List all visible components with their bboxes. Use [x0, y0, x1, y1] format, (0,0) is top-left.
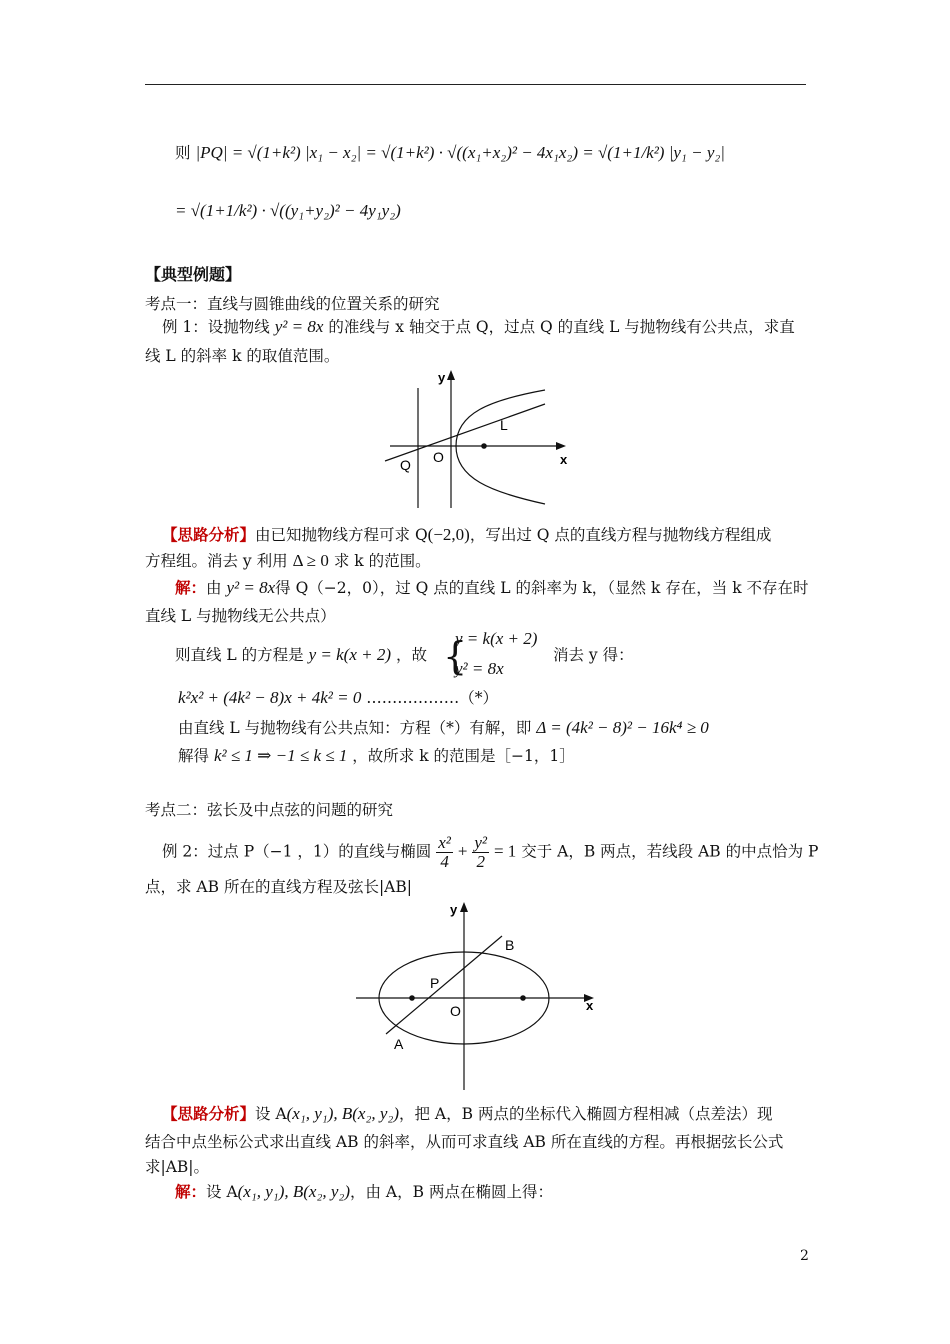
analysis2-line1 [162, 1103, 772, 1125]
analysis-label: 【思路分析】 [162, 525, 256, 544]
points-ab: (x₁, y₁), B(x₂, y₂) [237, 1182, 350, 1201]
topic1-title: 考点一：直线与圆锥曲线的位置关系的研究 [145, 295, 440, 313]
label-P: P [430, 975, 440, 991]
text: 例 2：过点 P（−1 ，1）的直线与椭圆 [162, 842, 432, 861]
analysis2-line2: 结合中点坐标公式求出直线 AB 的斜率，从而可求直线 AB 所在直线的方程。再根据弦长公式 [145, 1133, 784, 1151]
topic2-title: 考点二：弦长及中点弦的问题的研究 [145, 801, 394, 819]
text: 设 A [206, 1183, 238, 1201]
solution-label: 解： [175, 578, 207, 597]
y-axis-arrow-icon [460, 902, 468, 912]
text: 的准线与 x 轴交于点 Q，过点 Q 的直线 L 与抛物线有公共点，求直 [328, 318, 795, 336]
quadratic-equation: k²x² + (4k² − 8)x + 4k² = 0 [178, 688, 362, 707]
plus-sign: + [457, 841, 468, 861]
label-y: y [450, 902, 458, 917]
delta-condition: Δ ≥ 0 [292, 551, 329, 570]
y-axis-arrow-icon [447, 370, 455, 380]
formula-pq-line1 [175, 142, 725, 164]
text: ，写出过 Q 点的直线方程与抛物线方程组成 [469, 526, 772, 544]
example1-line1 [162, 316, 795, 338]
text: 得 Q（−2，0），过 Q 点的直线 L 的斜率为 k，（显然 k 存在，当 k 不存在时 [275, 579, 809, 597]
formula-pq-line2 [175, 200, 401, 222]
text: 交于 A，B 两点，若线段 AB 的中点恰为 P [521, 842, 819, 861]
ellipse-fraction-2 [472, 834, 489, 871]
numerator: x² [438, 833, 451, 852]
system-suffix: 消去 y 得： [553, 646, 634, 664]
system-brace: { [443, 634, 468, 678]
text: 求 k 的范围。 [333, 552, 431, 570]
formula-pq-expression: |PQ| = √(1+k²) |x₁ − x₂| = √(1+k²) · √((x₁+x₂)² − 4x₁x₂) = √(1+1/k²) |y₁ − y₂| [195, 143, 725, 162]
label-L: L [500, 417, 508, 433]
result-equation: k² ≤ 1 ⇒ −1 ≤ k ≤ 1 [213, 746, 348, 765]
line-equation-row [175, 644, 427, 666]
text: ，故 [395, 646, 427, 664]
parabola-figure [380, 368, 580, 513]
left-focus-point [409, 995, 415, 1001]
quadratic-row [178, 687, 498, 709]
system-equation-1: y = k(x + 2) [455, 629, 538, 648]
text: 方程组。消去 y 利用 [145, 552, 288, 570]
formula-pq-expression-2: = √(1+1/k²) · √((y₁+y₂)² − 4y₁y₂) [175, 201, 401, 220]
text: ，故所求 k 的范围是［−1，1］ [352, 747, 575, 765]
parabola-equation: y² = 8x [274, 317, 324, 336]
text: 由 [206, 579, 222, 597]
text: 由已知抛物线方程可求 Q [255, 526, 428, 544]
ellipse-fraction-1 [436, 834, 453, 871]
label-x: x [586, 998, 594, 1013]
text: ，由 A，B 两点在椭圆上得： [350, 1183, 553, 1201]
analysis1-line1 [162, 524, 771, 546]
section-title: 【典型例题】 [145, 265, 242, 284]
label-O: O [433, 449, 444, 465]
text: 解得 [178, 747, 210, 765]
formula-prefix: 则 [175, 144, 191, 162]
label-y: y [438, 370, 446, 385]
line-L [385, 404, 545, 461]
delta-equation: Δ = (4k² − 8)² − 16k⁴ ≥ 0 [536, 718, 709, 737]
label-x: x [560, 452, 568, 467]
solution2-line1 [175, 1181, 553, 1203]
line-equation: y = k(x + 2) [308, 645, 391, 664]
example2-line1 [162, 834, 818, 871]
denominator: 2 [476, 852, 485, 871]
point-q: (−2,0) [427, 525, 470, 544]
analysis2-line3: 求|AB|。 [145, 1158, 210, 1176]
text: ………………（*） [366, 689, 499, 707]
parabola-curve [456, 390, 545, 504]
system-equation-2: y² = 8x [455, 659, 504, 678]
ellipse-figure [350, 898, 600, 1093]
chord-AB [386, 936, 502, 1034]
solution1-line2: 直线 L 与抛物线无公共点） [145, 607, 336, 625]
label-O: O [450, 1003, 461, 1019]
result-row [178, 745, 575, 767]
right-focus-point [520, 995, 526, 1001]
solution-label: 解： [175, 1182, 207, 1201]
text: 由直线 L 与抛物线有公共点知：方程（*）有解，即 [178, 719, 532, 737]
example1-line2: 线 L 的斜率 k 的取值范围。 [145, 347, 340, 365]
text: 设 A [255, 1105, 287, 1123]
denominator: 4 [440, 852, 449, 871]
ellipse-equals: = 1 [493, 841, 517, 861]
solution1-line1 [175, 577, 809, 599]
label-Q: Q [400, 457, 411, 473]
points-ab: (x₁, y₁), B(x₂, y₂) [286, 1104, 399, 1123]
text: 例 1：设抛物线 [162, 318, 270, 336]
x-axis-arrow-icon [556, 442, 566, 450]
label-B: B [505, 937, 515, 953]
delta-row [178, 717, 709, 739]
parabola-equation: y² = 8x [226, 578, 276, 597]
analysis-label: 【思路分析】 [162, 1104, 256, 1123]
header-rule [145, 84, 806, 85]
page-number: 2 [800, 1248, 809, 1264]
analysis1-line2 [145, 550, 431, 572]
text: 则直线 L 的方程是 [175, 646, 304, 664]
label-A: A [394, 1036, 404, 1052]
example2-line2: 点，求 AB 所在的直线方程及弦长|AB| [145, 878, 412, 896]
numerator: y² [474, 833, 488, 852]
focus-point [481, 443, 487, 449]
text: ，把 A，B 两点的坐标代入椭圆方程相减（点差法）现 [399, 1105, 773, 1123]
